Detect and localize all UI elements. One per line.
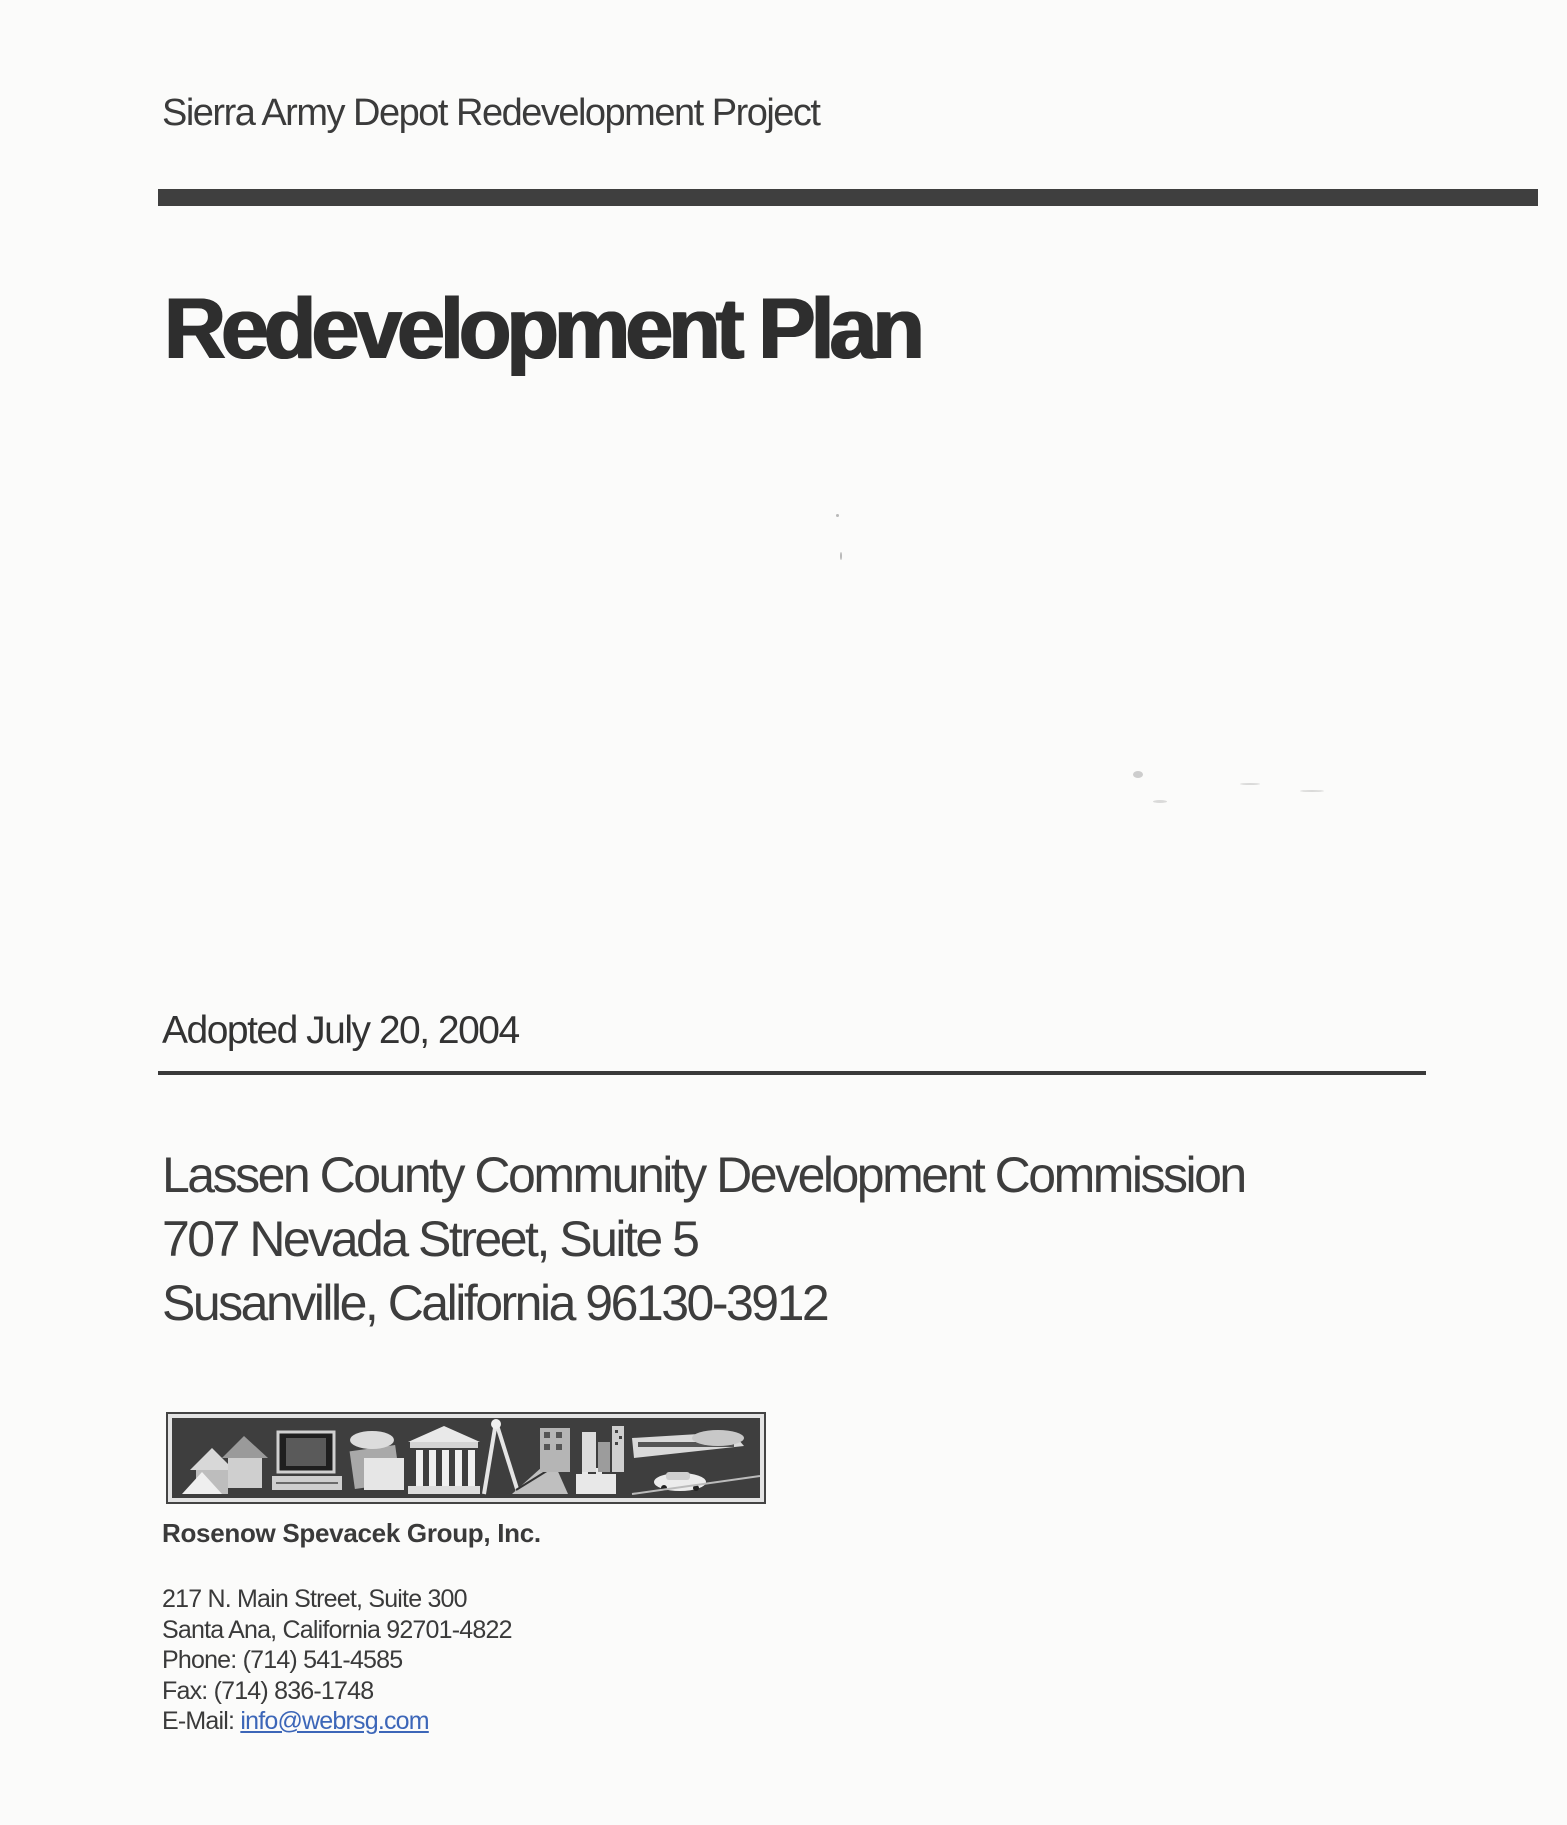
consultant-city: Santa Ana, California 92701-4822 (162, 1615, 512, 1644)
email-line (162, 1706, 512, 1737)
header-rule (158, 189, 1538, 206)
fax-number: (714) 836-1748 (213, 1676, 374, 1705)
fax-line (162, 1676, 512, 1707)
phone-label: Phone: (162, 1646, 237, 1674)
adoption-date: Adopted July 20, 2004 (162, 1009, 519, 1052)
scan-speck (1153, 800, 1167, 803)
consultant-contact-block (162, 1584, 512, 1737)
rsg-montage-logo (166, 1412, 766, 1504)
consultant-street: 217 N. Main Street, Suite 300 (162, 1585, 467, 1613)
commission-name: Lassen County Community Development Commission (162, 1147, 1245, 1203)
phone-line (162, 1645, 512, 1676)
commission-street: 707 Nevada Street, Suite 5 (162, 1211, 698, 1267)
scan-speck (1133, 771, 1143, 778)
email-label: E-Mail: (162, 1707, 235, 1735)
logo-montage-icon (172, 1418, 760, 1498)
scan-speck (836, 514, 839, 517)
project-header: Sierra Army Depot Redevelopment Project (162, 92, 820, 134)
section-rule (158, 1071, 1426, 1075)
scan-speck (1300, 790, 1324, 792)
scan-speck (840, 552, 842, 560)
scan-speck (1240, 783, 1260, 785)
document-title: Redevelopment Plan (164, 281, 920, 377)
consultant-name: Rosenow Spevacek Group, Inc. (162, 1518, 541, 1548)
fax-label: Fax: (162, 1676, 208, 1705)
phone-number: (714) 541-4585 (242, 1646, 403, 1674)
email-link[interactable]: info@webrsg.com (240, 1707, 429, 1735)
commission-address-block (162, 1143, 1245, 1335)
commission-city: Susanville, California 96130-3912 (162, 1275, 828, 1331)
